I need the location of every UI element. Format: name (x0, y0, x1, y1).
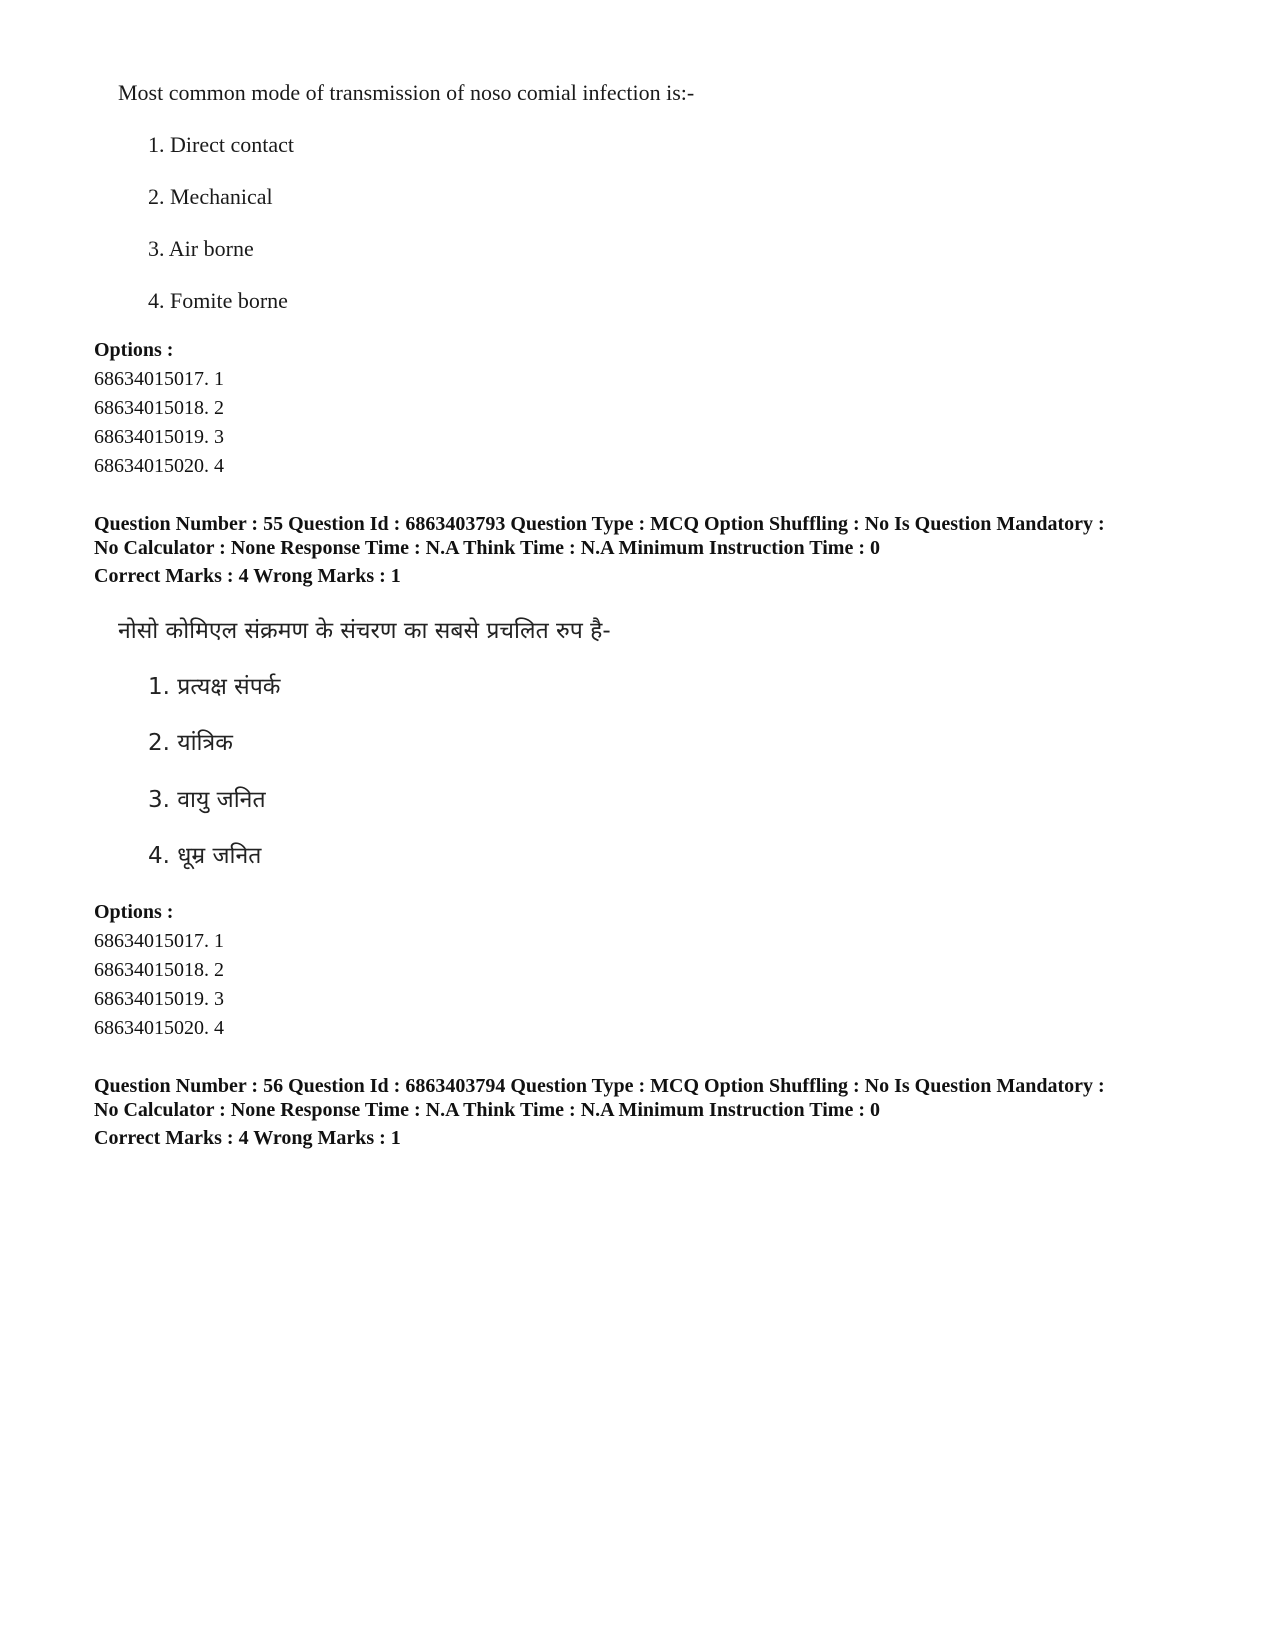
options-label: Options : (94, 901, 174, 923)
question-55-image (118, 618, 1018, 869)
question-54-choice-1: 1. Direct contact (148, 132, 294, 157)
question-56-meta (94, 1074, 1214, 1150)
option-item: 68634015020. 4 (94, 1017, 224, 1039)
question-54-choice-3: 3. Air borne (148, 236, 254, 261)
option-item: 68634015017. 1 (94, 930, 224, 952)
question-54-choice-2: 2. Mechanical (148, 184, 273, 209)
question-56-marks: Correct Marks : 4 Wrong Marks : 1 (94, 1127, 401, 1149)
question-55-choice-2: 2. यांत्रिक (148, 730, 233, 756)
options-label: Options : (94, 339, 174, 361)
question-54-choice-4: 4. Fomite borne (148, 288, 288, 313)
question-55-marks: Correct Marks : 4 Wrong Marks : 1 (94, 565, 401, 587)
question-55-meta-line-1: Question Number : 55 Question Id : 6863403793 Question Type : MCQ Option Shuffling : No Is Question Mandatory : (94, 513, 1105, 535)
question-55-choice-4: 4. धूम्र जनित (148, 843, 262, 869)
question-54-options (94, 336, 224, 481)
question-55-stem: नोसो कोमिएल संक्रमण के संचरण का सबसे प्रचलित रुप है- (118, 618, 611, 644)
question-55-choice-1: 1. प्रत्यक्ष संपर्क (148, 674, 281, 700)
question-54-image (118, 80, 1018, 313)
option-item: 68634015020. 4 (94, 455, 224, 477)
question-55-options (94, 898, 224, 1043)
question-56-meta-line-1: Question Number : 56 Question Id : 6863403794 Question Type : MCQ Option Shuffling : No Is Question Mandatory : (94, 1075, 1105, 1097)
option-item: 68634015017. 1 (94, 368, 224, 390)
question-55-meta (94, 512, 1214, 588)
question-56-meta-line-2: No Calculator : None Response Time : N.A Think Time : N.A Minimum Instruction Time : 0 (94, 1099, 880, 1121)
option-item: 68634015018. 2 (94, 959, 224, 981)
option-item: 68634015019. 3 (94, 988, 224, 1010)
option-item: 68634015018. 2 (94, 397, 224, 419)
question-55-choice-3: 3. वायु जनित (148, 787, 266, 813)
option-item: 68634015019. 3 (94, 426, 224, 448)
question-54-stem: Most common mode of transmission of noso comial infection is:- (118, 80, 695, 105)
question-55-meta-line-2: No Calculator : None Response Time : N.A Think Time : N.A Minimum Instruction Time : 0 (94, 537, 880, 559)
